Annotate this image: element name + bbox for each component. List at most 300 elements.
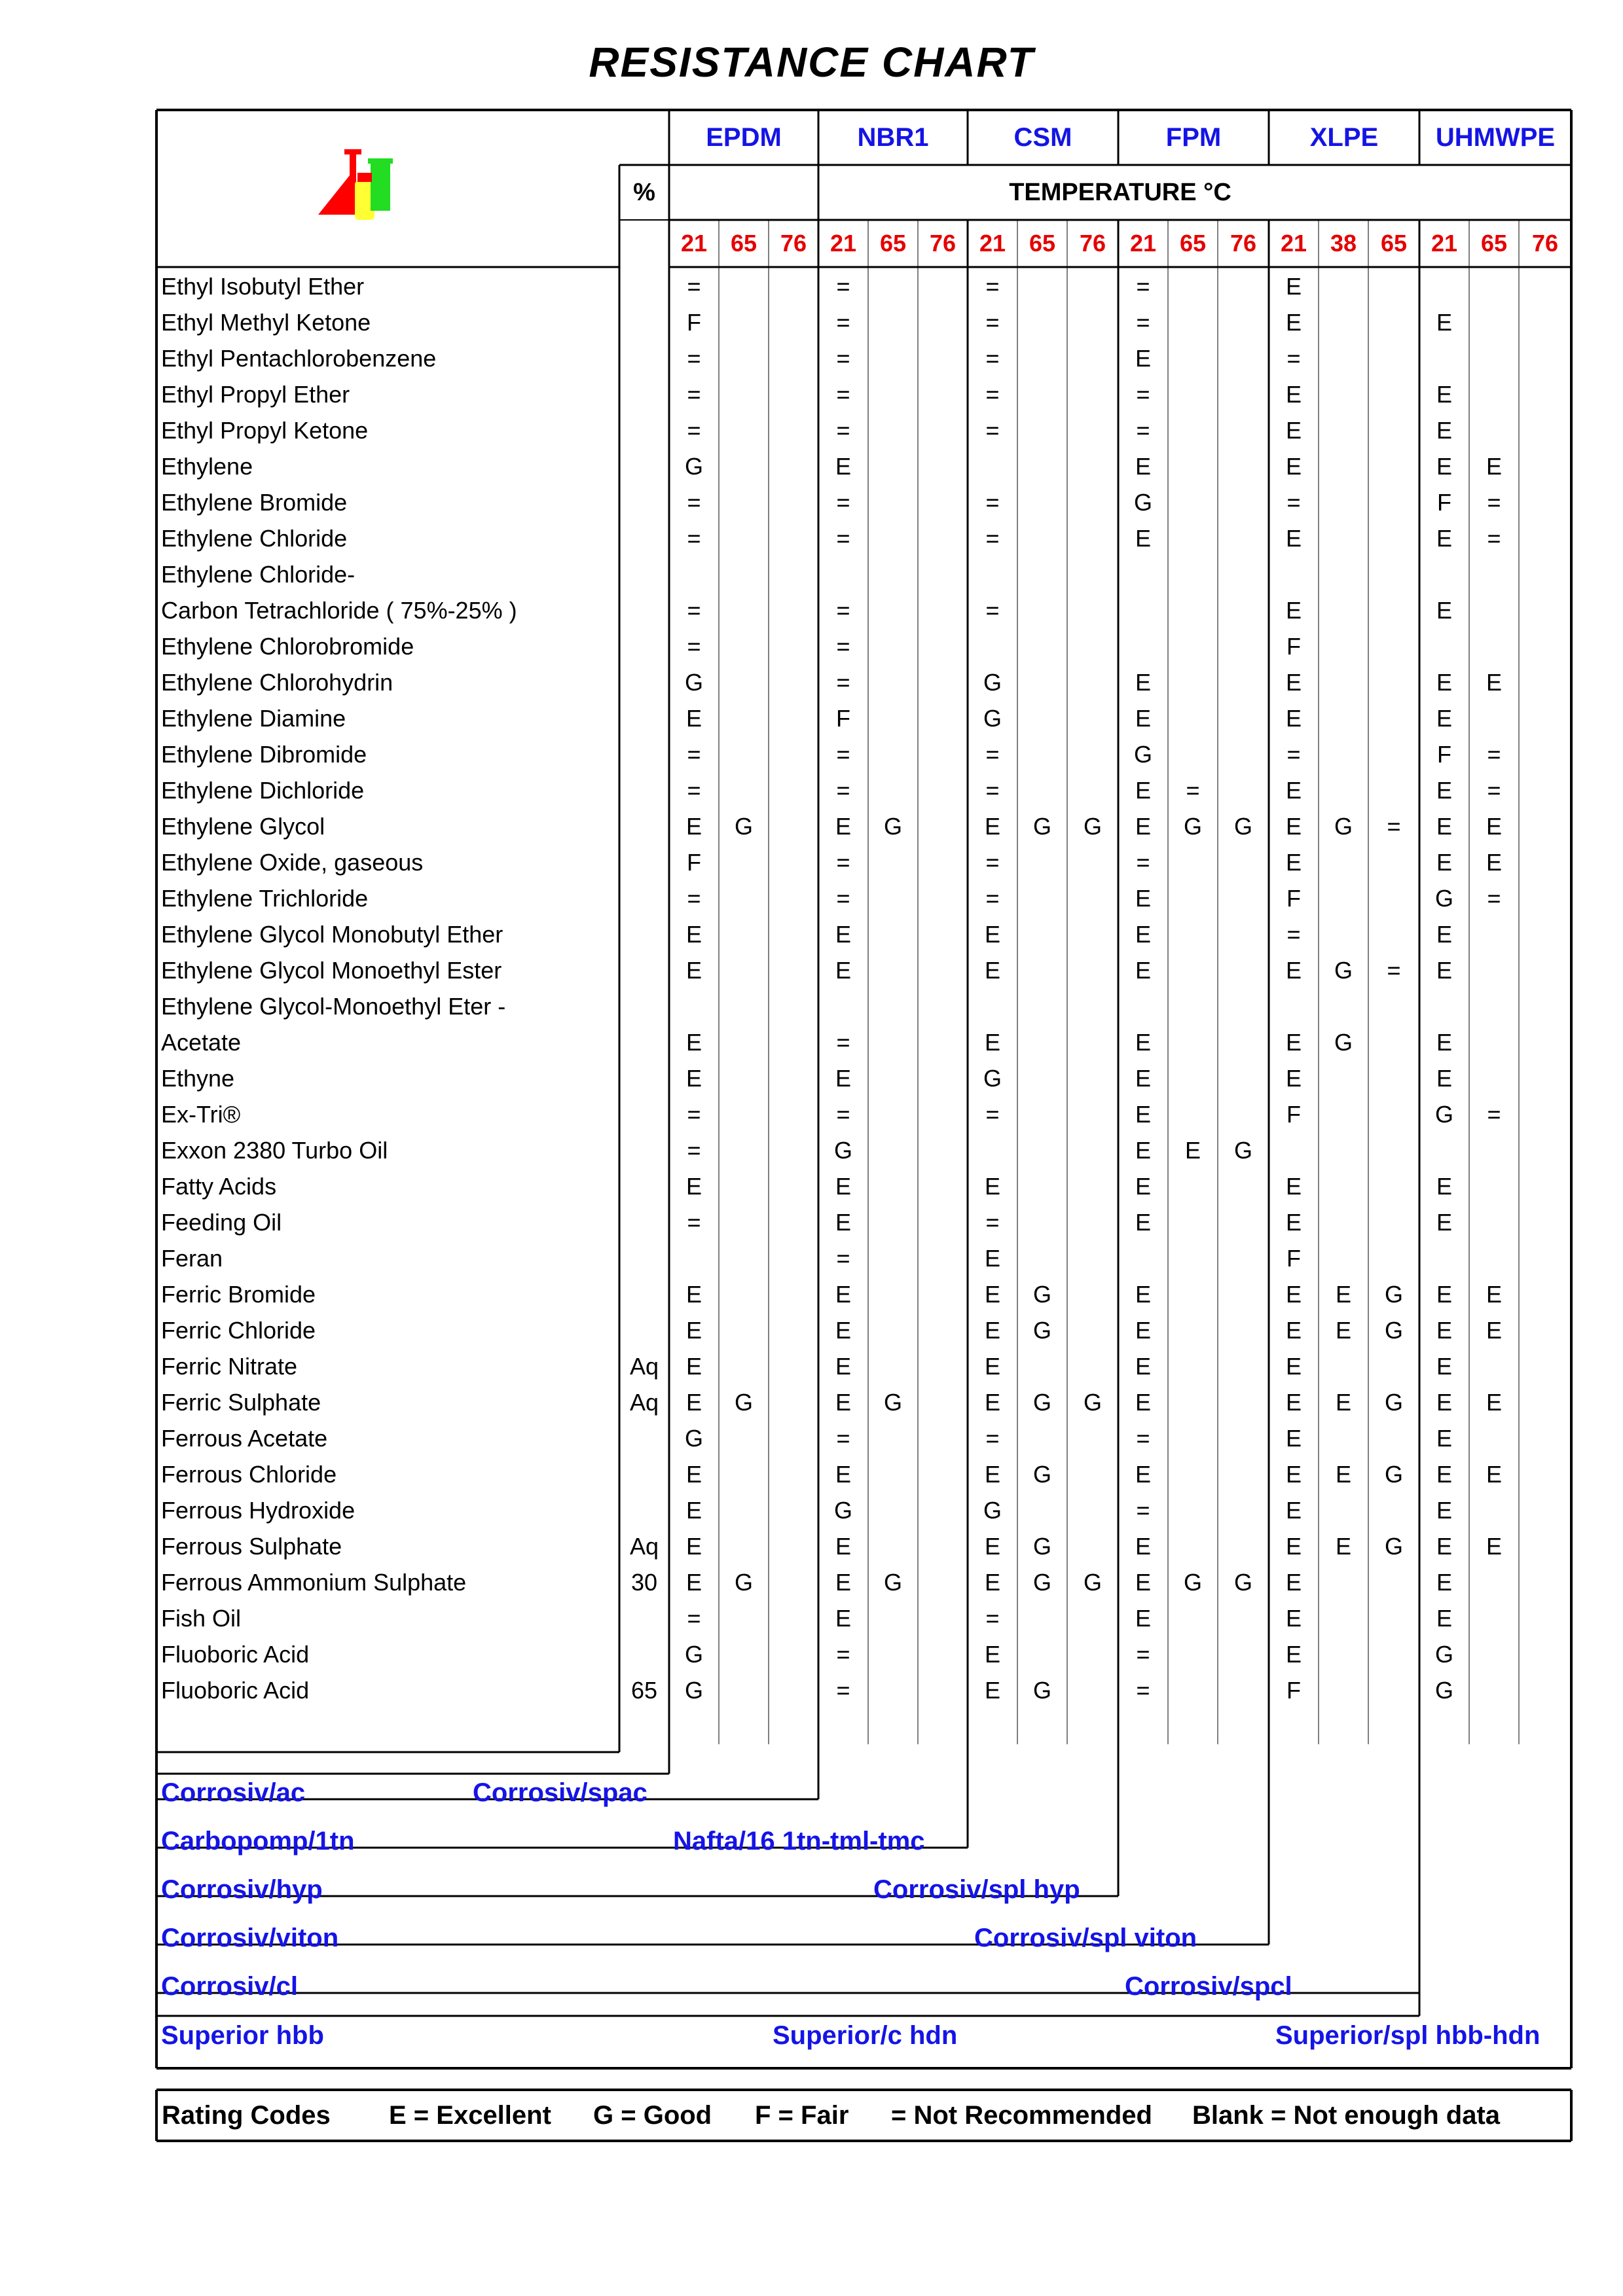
rating-cell: E	[1285, 1461, 1302, 1488]
chemical-name: Ethylene Trichloride	[161, 885, 369, 912]
rating-cell: E	[1285, 417, 1302, 444]
rating-cell: E	[1135, 1605, 1151, 1632]
link-corrosiv-spac[interactable]: Corrosiv/spac	[473, 1778, 647, 1807]
rating-cell: =	[836, 1641, 850, 1668]
rating-cell: E	[835, 453, 851, 480]
rating-cell: =	[836, 741, 850, 768]
rating-cell: G	[1233, 813, 1252, 840]
material-fpm: FPM	[1165, 123, 1222, 152]
rating-cell: E	[1285, 1533, 1302, 1560]
temperature-cell: 21	[1129, 230, 1157, 257]
temperature-cell: 65	[1029, 230, 1056, 257]
concentration-cell: Aq	[629, 1353, 659, 1380]
rating-cell: E	[1436, 1353, 1452, 1380]
chemical-name: Ethylene Bromide	[161, 489, 348, 516]
legend-blank: Blank = Not enough data	[1192, 2101, 1501, 2130]
legend-title: Rating Codes	[162, 2101, 331, 2130]
rating-cell: =	[836, 1029, 850, 1056]
rating-cell: =	[1487, 777, 1501, 804]
chemical-name: Ethylene Glycol-Monoethyl Eter -	[161, 993, 506, 1020]
rating-cell: G	[1384, 1533, 1403, 1560]
rating-cell: E	[835, 1317, 851, 1344]
chemical-name: Ferrous Chloride	[161, 1461, 337, 1488]
rating-cell: E	[1436, 1029, 1452, 1056]
rating-cell: =	[1487, 525, 1501, 552]
rating-cell: G	[1032, 1389, 1051, 1416]
temperature-cell: 76	[1531, 230, 1559, 257]
rating-cell: E	[685, 1317, 702, 1344]
temperature-cell: 76	[1079, 230, 1106, 257]
rating-cell: G	[1032, 1569, 1051, 1596]
rating-cell: E	[1285, 957, 1302, 984]
rating-cell: E	[685, 1029, 702, 1056]
rating-cell: E	[1285, 453, 1302, 480]
rating-cell: =	[1487, 489, 1501, 516]
rating-cell: E	[835, 1173, 851, 1200]
chemical-name: Ferric Nitrate	[161, 1353, 298, 1380]
rating-cell: G	[734, 1569, 753, 1596]
rating-cell: E	[1486, 849, 1502, 876]
rating-cell: E	[835, 1461, 851, 1488]
rating-cell: E	[1486, 453, 1502, 480]
rating-cell: =	[1387, 813, 1401, 840]
rating-cell: F	[687, 309, 701, 336]
rating-cell: E	[1184, 1137, 1201, 1164]
rating-cell: F	[1286, 1101, 1301, 1128]
rating-cell: E	[1486, 813, 1502, 840]
rating-cell: =	[836, 273, 850, 300]
rating-cell: =	[1136, 1641, 1150, 1668]
rating-cell: E	[1135, 1533, 1151, 1560]
rating-cell: E	[1486, 1533, 1502, 1560]
rating-cell: =	[1387, 957, 1401, 984]
rating-cell: =	[985, 849, 1000, 876]
rating-cell: E	[1285, 1281, 1302, 1308]
rating-cell: =	[836, 1677, 850, 1704]
link-corrosiv-spl-viton[interactable]: Corrosiv/spl viton	[974, 1924, 1197, 1952]
rating-cell: E	[1285, 1173, 1302, 1200]
rating-cell: E	[1436, 1605, 1452, 1632]
rating-cell: G	[1334, 1029, 1353, 1056]
legend-fair: F = Fair	[755, 2101, 849, 2130]
rating-cell: E	[1135, 1317, 1151, 1344]
rating-cell: E	[1436, 1065, 1452, 1092]
rating-cell: E	[984, 1245, 1000, 1272]
rating-cell: E	[1486, 1389, 1502, 1416]
temperature-cell: 65	[1179, 230, 1207, 257]
temperature-cell: 65	[730, 230, 757, 257]
rating-cell: F	[1437, 489, 1451, 516]
chemical-name: Ferrous Acetate	[161, 1425, 328, 1452]
chemical-name: Ethylene Glycol Monobutyl Ether	[161, 921, 503, 948]
concentration-cell: Aq	[629, 1389, 659, 1416]
rating-cell: E	[1436, 453, 1452, 480]
chemical-name: Ethylene Oxide, gaseous	[161, 849, 424, 876]
chemical-name: Ferrous Sulphate	[161, 1533, 342, 1560]
rating-cell: E	[984, 1461, 1000, 1488]
temperature-cell: 21	[830, 230, 857, 257]
chemical-name: Exxon 2380 Turbo Oil	[161, 1137, 388, 1164]
temperature-cell: 38	[1330, 230, 1357, 257]
rating-cell: E	[1285, 381, 1302, 408]
rating-cell: E	[1486, 1461, 1502, 1488]
rating-cell: E	[984, 1533, 1000, 1560]
rating-cell: E	[1486, 669, 1502, 696]
rating-cell: =	[687, 885, 701, 912]
rating-cell: E	[1135, 1029, 1151, 1056]
chemical-name: Feran	[161, 1245, 223, 1272]
rating-cell: G	[883, 1569, 902, 1596]
rating-cell: =	[985, 885, 1000, 912]
rating-cell: E	[685, 1281, 702, 1308]
rating-cell: E	[1135, 1353, 1151, 1380]
rating-cell: E	[685, 957, 702, 984]
rating-cell: =	[985, 597, 1000, 624]
rating-cell: E	[984, 1353, 1000, 1380]
rating-cell: E	[685, 813, 702, 840]
chemical-name: Ferric Bromide	[161, 1281, 316, 1308]
rating-cell: =	[687, 741, 701, 768]
rating-cell: G	[1384, 1281, 1403, 1308]
rating-cell: G	[983, 1497, 1002, 1524]
rating-cell: G	[1032, 1677, 1051, 1704]
rating-cell: =	[985, 273, 1000, 300]
percent-header: %	[633, 179, 655, 206]
rating-cell: G	[1133, 489, 1152, 516]
rating-cell: E	[1436, 1569, 1452, 1596]
rating-cell: G	[684, 1677, 703, 1704]
link-nafta[interactable]: Nafta/16 1tn-tml-tmc	[673, 1827, 925, 1856]
rating-cell: F	[1286, 885, 1301, 912]
rating-cell: =	[687, 1137, 701, 1164]
chemical-name: Feeding Oil	[161, 1209, 282, 1236]
temperature-cell: 76	[929, 230, 957, 257]
rating-cell: =	[687, 1101, 701, 1128]
rating-cell: G	[1384, 1317, 1403, 1344]
rating-cell: =	[985, 345, 1000, 372]
chemical-name: Fish Oil	[161, 1605, 242, 1632]
rating-cell: G	[1133, 741, 1152, 768]
rating-cell: E	[1135, 777, 1151, 804]
rating-cell: E	[1285, 1605, 1302, 1632]
legend-excellent: E = Excellent	[389, 2101, 551, 2130]
rating-cell: G	[833, 1137, 852, 1164]
rating-cell: E	[984, 1641, 1000, 1668]
rating-cell: E	[1135, 525, 1151, 552]
temperature-cell: 65	[1480, 230, 1508, 257]
rating-cell: G	[1334, 813, 1353, 840]
rating-cell: =	[836, 633, 850, 660]
rating-cell: =	[836, 417, 850, 444]
rating-cell: E	[984, 921, 1000, 948]
link-superior-c-hdn[interactable]: Superior/c hdn	[773, 2021, 958, 2050]
rating-cell: E	[1285, 1065, 1302, 1092]
rating-cell: E	[1285, 273, 1302, 300]
rating-cell: =	[687, 489, 701, 516]
rating-cell: G	[1434, 1101, 1453, 1128]
rating-cell: E	[1436, 957, 1452, 984]
rating-cell: G	[1434, 885, 1453, 912]
rating-cell: =	[1136, 417, 1150, 444]
rating-cell: =	[1136, 1677, 1150, 1704]
legend-not-recommended: = Not Recommended	[891, 2101, 1152, 2130]
rating-cell: E	[1486, 1281, 1502, 1308]
rating-cell: E	[1436, 381, 1452, 408]
concentration-cell: Aq	[629, 1533, 659, 1560]
rating-cell: E	[1436, 669, 1452, 696]
rating-cell: E	[1436, 1389, 1452, 1416]
rating-cell: =	[836, 1425, 850, 1452]
rating-cell: E	[1135, 345, 1151, 372]
rating-cell: E	[1135, 705, 1151, 732]
rating-cell: E	[1285, 1425, 1302, 1452]
rating-cell: =	[1286, 345, 1301, 372]
chemical-name: Acetate	[161, 1029, 242, 1056]
rating-cell: E	[835, 1353, 851, 1380]
rating-cell: =	[1487, 1101, 1501, 1128]
rating-cell: G	[983, 705, 1002, 732]
rating-cell: =	[1186, 777, 1200, 804]
link-superior-spl[interactable]: Superior/spl hbb-hdn	[1275, 2021, 1541, 2050]
chemical-name: Ethyl Methyl Ketone	[161, 309, 371, 336]
rating-cell: E	[835, 1605, 851, 1632]
rating-cell: E	[984, 1281, 1000, 1308]
rating-cell: E	[1285, 597, 1302, 624]
rating-cell: G	[1233, 1569, 1252, 1596]
rating-cell: =	[985, 309, 1000, 336]
rating-cell: =	[836, 309, 850, 336]
rating-cell: E	[1285, 1389, 1302, 1416]
rating-cell: E	[1135, 1209, 1151, 1236]
rating-cell: E	[1285, 1209, 1302, 1236]
rating-cell: =	[836, 885, 850, 912]
rating-cell: G	[1183, 1569, 1202, 1596]
temperature-cell: 76	[780, 230, 807, 257]
rating-cell: E	[1285, 525, 1302, 552]
material-uhmwpe: UHMWPE	[1435, 123, 1556, 152]
rating-cell: E	[1436, 777, 1452, 804]
rating-cell: E	[685, 1533, 702, 1560]
rating-cell: E	[835, 1065, 851, 1092]
lab-glassware-icon	[318, 149, 410, 221]
rating-cell: E	[1135, 1281, 1151, 1308]
rating-cell: E	[984, 1317, 1000, 1344]
rating-cell: G	[833, 1497, 852, 1524]
rating-cell: =	[836, 849, 850, 876]
rating-cell: E	[1436, 1317, 1452, 1344]
rating-cell: G	[1083, 1389, 1102, 1416]
rating-cell: E	[1285, 669, 1302, 696]
rating-cell: E	[984, 813, 1000, 840]
rating-legend	[156, 2090, 1571, 2141]
material-csm: CSM	[1013, 123, 1072, 152]
chemical-name: Ferrous Hydroxide	[161, 1497, 356, 1524]
rating-cell: =	[836, 777, 850, 804]
rating-cell: E	[1335, 1389, 1351, 1416]
temperature-cell: 65	[879, 230, 907, 257]
temperature-header: TEMPERATURE °C	[1009, 179, 1231, 206]
temperature-cell: 21	[979, 230, 1006, 257]
temperature-cell: 21	[1431, 230, 1458, 257]
link-corrosiv-hyp[interactable]: Corrosiv/hyp	[161, 1875, 323, 1904]
rating-cell: E	[1335, 1461, 1351, 1488]
rating-cell: E	[984, 1569, 1000, 1596]
rating-cell: E	[685, 921, 702, 948]
rating-cell: F	[687, 849, 701, 876]
rating-cell: E	[1135, 669, 1151, 696]
rating-cell: =	[836, 1245, 850, 1272]
rating-cell: E	[1436, 813, 1452, 840]
rating-cell: E	[1135, 921, 1151, 948]
rating-cell: E	[1436, 1209, 1452, 1236]
material-xlpe: XLPE	[1309, 123, 1379, 152]
rating-cell: E	[1436, 1461, 1452, 1488]
rating-cell: G	[684, 453, 703, 480]
rating-cell: E	[1135, 813, 1151, 840]
rating-cell: E	[1285, 1317, 1302, 1344]
rating-cell: E	[984, 1173, 1000, 1200]
rating-cell: E	[835, 813, 851, 840]
rating-cell: =	[687, 1209, 701, 1236]
link-carbopomp[interactable]: Carbopomp/1tn	[161, 1827, 355, 1856]
chemical-name: Ex-Tri®	[161, 1101, 241, 1128]
chemical-name: Ferrous Ammonium Sulphate	[161, 1569, 467, 1596]
rating-cell: E	[1436, 1533, 1452, 1560]
temperature-cell: 76	[1230, 230, 1257, 257]
rating-cell: =	[1286, 489, 1301, 516]
rating-cell: G	[1032, 1281, 1051, 1308]
rating-cell: E	[1285, 777, 1302, 804]
rating-cell: =	[836, 489, 850, 516]
chemical-name: Ethyl Propyl Ketone	[161, 417, 369, 444]
rating-cell: =	[985, 1101, 1000, 1128]
chemical-name: Ethylene Chloride-	[161, 561, 356, 588]
rating-cell: =	[985, 489, 1000, 516]
rating-cell: =	[985, 741, 1000, 768]
chemical-name: Ethylene	[161, 453, 253, 480]
rating-cell: E	[1285, 705, 1302, 732]
legend-good: G = Good	[593, 2101, 712, 2130]
material-epdm: EPDM	[706, 123, 782, 152]
rating-cell: E	[1285, 309, 1302, 336]
rating-cell: F	[1286, 1677, 1301, 1704]
rating-cell: F	[1437, 741, 1451, 768]
rating-cell: G	[1083, 1569, 1102, 1596]
rating-cell: =	[836, 1101, 850, 1128]
rating-cell: E	[1436, 525, 1452, 552]
rating-cell: E	[1285, 1569, 1302, 1596]
link-corrosiv-spl-hyp[interactable]: Corrosiv/spl hyp	[873, 1875, 1080, 1904]
rating-cell: G	[684, 669, 703, 696]
rating-cell: E	[1135, 1101, 1151, 1128]
rating-cell: F	[1286, 633, 1301, 660]
link-corrosiv-cl[interactable]: Corrosiv/cl	[161, 1972, 298, 2001]
rating-cell: E	[1436, 921, 1452, 948]
rating-cell: =	[687, 273, 701, 300]
rating-cell: =	[985, 1425, 1000, 1452]
chemical-name: Ethyl Isobutyl Ether	[161, 273, 365, 300]
rating-cell: G	[1384, 1461, 1403, 1488]
chemical-name: Ethylene Chloride	[161, 525, 348, 552]
rating-cell: E	[1135, 1173, 1151, 1200]
rating-cell: E	[685, 1389, 702, 1416]
rating-cell: G	[1032, 1317, 1051, 1344]
rating-cell: G	[1032, 813, 1051, 840]
chemical-name: Ethylene Chlorohydrin	[161, 669, 393, 696]
temperature-cell: 65	[1380, 230, 1408, 257]
link-corrosiv-viton[interactable]: Corrosiv/viton	[161, 1924, 339, 1952]
temperature-cell: 21	[1280, 230, 1307, 257]
rating-cell: E	[1436, 597, 1452, 624]
chemical-name: Ethyl Propyl Ether	[161, 381, 350, 408]
rating-cell: =	[836, 345, 850, 372]
page-title: RESISTANCE CHART	[589, 39, 1034, 86]
rating-cell: E	[1285, 1029, 1302, 1056]
rating-cell: E	[1436, 417, 1452, 444]
rating-cell: F	[836, 705, 850, 732]
chemical-name: Ethyne	[161, 1065, 235, 1092]
rating-cell: E	[1135, 1137, 1151, 1164]
rating-cell: G	[1384, 1389, 1403, 1416]
rating-cell: =	[1136, 273, 1150, 300]
rating-cell: =	[687, 345, 701, 372]
rating-cell: E	[1135, 1461, 1151, 1488]
rating-cell: =	[985, 525, 1000, 552]
link-superior-hbb[interactable]: Superior hbb	[161, 2021, 324, 2050]
chemical-name: Ethylene Glycol Monoethyl Ester	[161, 957, 502, 984]
rating-cell: E	[1436, 1281, 1452, 1308]
rating-cell: E	[1135, 1569, 1151, 1596]
rating-cell: E	[685, 705, 702, 732]
chemical-name: Ethyl Pentachlorobenzene	[161, 345, 437, 372]
chemical-name: Ferric Sulphate	[161, 1389, 321, 1416]
rating-cell: =	[1487, 741, 1501, 768]
rating-cell: =	[687, 597, 701, 624]
rating-cell: =	[1487, 885, 1501, 912]
rating-cell: G	[1083, 813, 1102, 840]
rating-cell: =	[687, 777, 701, 804]
rating-cell: =	[687, 633, 701, 660]
rating-cell: E	[1135, 453, 1151, 480]
rating-cell: =	[1136, 309, 1150, 336]
rating-cell: E	[685, 1173, 702, 1200]
rating-cell: =	[836, 597, 850, 624]
rating-cell: G	[684, 1425, 703, 1452]
rating-cell: E	[1436, 1173, 1452, 1200]
rating-cell: E	[1436, 309, 1452, 336]
rating-cell: =	[985, 417, 1000, 444]
rating-cell: =	[836, 525, 850, 552]
rating-cell: =	[1136, 1497, 1150, 1524]
rating-cell: G	[1183, 813, 1202, 840]
rating-cell: G	[1032, 1461, 1051, 1488]
chemical-name: Ferric Chloride	[161, 1317, 316, 1344]
link-corrosiv-ac[interactable]: Corrosiv/ac	[161, 1778, 306, 1807]
rating-cell: E	[685, 1497, 702, 1524]
link-corrosiv-spcl[interactable]: Corrosiv/spcl	[1125, 1972, 1292, 2001]
rating-cell: =	[1136, 381, 1150, 408]
rating-cell: G	[883, 1389, 902, 1416]
rating-cell: E	[1436, 705, 1452, 732]
rating-cell: E	[1335, 1533, 1351, 1560]
rating-cell: E	[835, 1569, 851, 1596]
rating-cell: E	[1285, 849, 1302, 876]
chemical-name: Fluoboric Acid	[161, 1641, 310, 1668]
rating-cell: E	[685, 1353, 702, 1380]
concentration-cell: 65	[630, 1677, 658, 1704]
rating-cell: E	[984, 1029, 1000, 1056]
rating-cell: E	[685, 1065, 702, 1092]
